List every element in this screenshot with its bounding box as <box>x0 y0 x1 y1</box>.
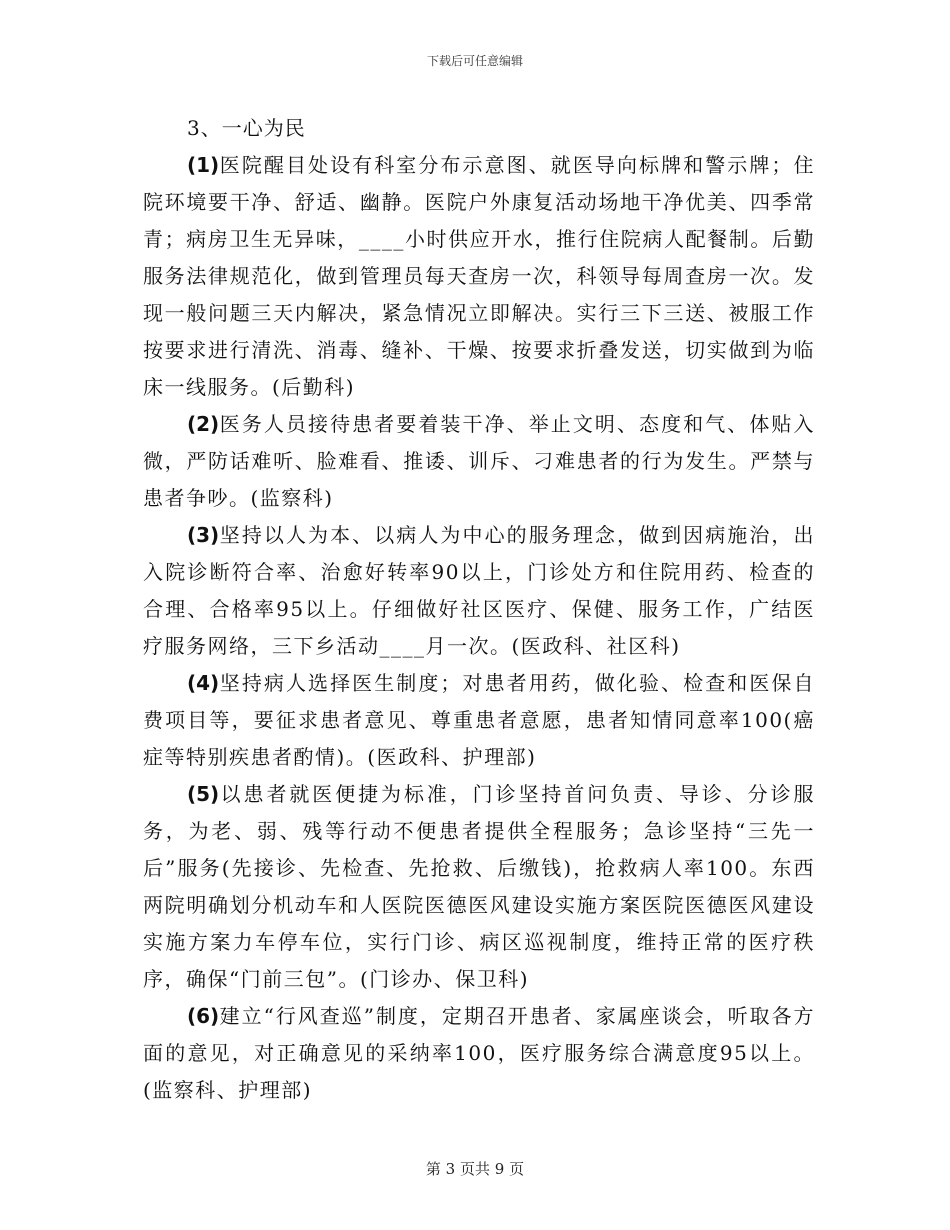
paragraph-2 <box>143 406 815 517</box>
paragraph-3 <box>143 517 815 665</box>
document-body <box>143 110 815 1109</box>
paragraph-6 <box>143 998 815 1109</box>
paragraph-text: 建立“行风查巡”制度，定期召开患者、家属座谈会，听取各方面的意见，对正确意见的采纳率100，医疗服务综合满意度95以上。(监察科、护理部) <box>143 1004 815 1102</box>
section-title: 3、一心为民 <box>187 116 306 140</box>
paragraph-number: (3) <box>187 523 220 547</box>
paragraph-text: 医院醒目处设有科室分布示意图、就医导向标牌和警示牌；住院环境要干净、舒适、幽静。医院户外康复活动场地干净优美、四季常青；病房卫生无异味，____小时供应开水，推行住院病人配餐制。后勤服务法律规范化，做到管理员每天查房一次，科领导每周查房一次。发现一般问题三天内解决，紧急情况立即解决。实行三下三送、被服工作按要求进行清洗、消毒、缝补、干燥、按要求折叠发送，切实做到为临床一线服务。(后勤科) <box>143 153 815 399</box>
paragraph-4 <box>143 665 815 776</box>
paragraph-number: (2) <box>187 412 220 436</box>
paragraph-text: 医务人员接待患者要着装干净、举止文明、态度和气、体贴入微，严防话难听、脸难看、推诿、训斥、刁难患者的行为发生。严禁与患者争吵。(监察科) <box>143 412 815 510</box>
paragraph-number: (4) <box>187 671 220 695</box>
page-footer: 第 3 页共 9 页 <box>425 1160 525 1178</box>
paragraph-number: (1) <box>187 153 220 177</box>
paragraph-text: 坚持病人选择医生制度；对患者用药，做化验、检查和医保自费项目等，要征求患者意见、尊重患者意愿，患者知情同意率100(癌症等特别疾患者酌情)。(医政科、护理部) <box>143 671 815 769</box>
page-header: 下载后可任意编辑 <box>426 54 523 68</box>
paragraph-number: (5) <box>187 782 220 806</box>
paragraph-1 <box>143 147 815 406</box>
paragraph-text: 坚持以人为本、以病人为中心的服务理念，做到因病施治，出入院诊断符合率、治愈好转率90以上，门诊处方和住院用药、检查的合理、合格率95以上。仔细做好社区医疗、保健、服务工作，广结医疗服务网络，三下乡活动____月一次。(医政科、社区科) <box>143 523 815 658</box>
paragraph-text: 以患者就医便捷为标准，门诊坚持首问负责、导诊、分诊服务，为老、弱、残等行动不便患者提供全程服务；急诊坚持“三先一后”服务(先接诊、先检查、先抢救、后缴钱)，抢救病人率100。东西两院明确划分机动车和人医院医德医风建设实施方案医院医德医风建设实施方案力车停车位，实行门诊、病区巡视制度，维持正常的医疗秩序，确保“门前三包”。(门诊办、保卫科) <box>143 782 815 991</box>
paragraph-5 <box>143 776 815 998</box>
paragraph-number: (6) <box>187 1004 220 1028</box>
